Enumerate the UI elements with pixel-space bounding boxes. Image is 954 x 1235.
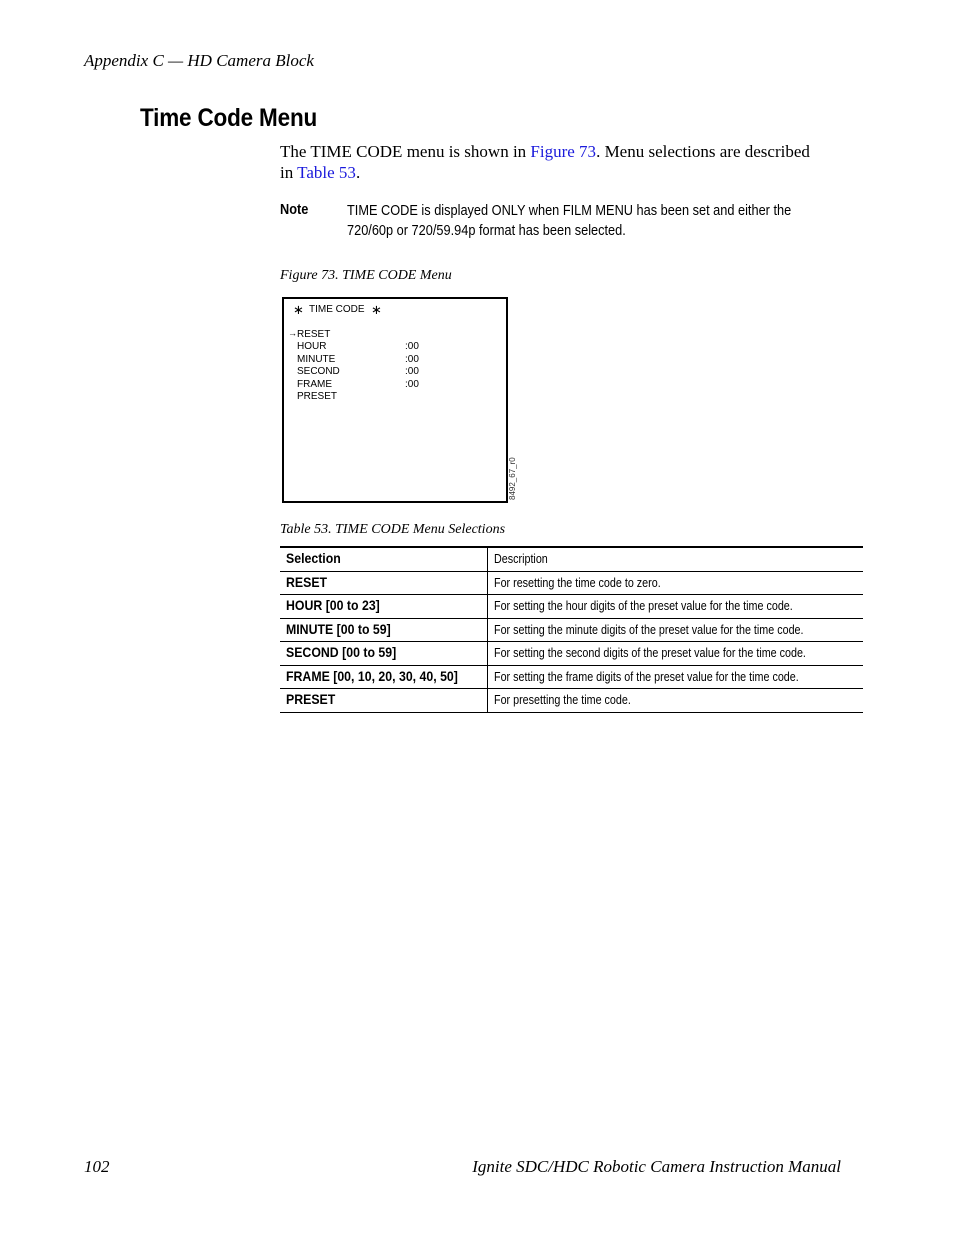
menu-item-second: SECOND bbox=[297, 366, 340, 377]
menu-item-frame: FRAME bbox=[297, 379, 332, 390]
time-code-menu-figure bbox=[282, 297, 508, 503]
selection-cell bbox=[280, 665, 488, 689]
header-description-label: Description bbox=[494, 552, 549, 567]
menu-value-minute: :00 bbox=[405, 354, 419, 365]
table-header-row bbox=[280, 547, 863, 571]
description-cell bbox=[488, 618, 863, 642]
cursor-arrow-icon: → bbox=[288, 328, 297, 338]
header-selection-label: Selection bbox=[286, 550, 341, 567]
description-cell bbox=[488, 665, 863, 689]
selection-text: MINUTE [00 to 59] bbox=[286, 620, 391, 637]
description-text: For setting the hour digits of the preset value for the time code. bbox=[494, 599, 794, 614]
table-row bbox=[280, 665, 863, 689]
table-row bbox=[280, 689, 863, 713]
selection-text: RESET bbox=[286, 573, 328, 590]
figure-caption: Figure 73. TIME CODE Menu bbox=[280, 268, 452, 283]
star-icon: ∗ bbox=[293, 302, 304, 317]
table-caption: Table 53. TIME CODE Menu Selections bbox=[280, 522, 506, 537]
menu-value-frame: :00 bbox=[405, 379, 419, 390]
selection-cell bbox=[280, 618, 488, 642]
selection-text: SECOND [00 to 59] bbox=[286, 644, 397, 661]
running-head: Appendix C — HD Camera Block bbox=[84, 51, 314, 70]
menu-item-preset: PRESET bbox=[297, 391, 338, 402]
header-description bbox=[488, 547, 863, 571]
description-text: For setting the frame digits of the preset value for the time code. bbox=[494, 669, 800, 684]
selection-text: FRAME [00, 10, 20, 30, 40, 50] bbox=[286, 667, 458, 684]
note-text: TIME CODE is displayed ONLY when FILM MENU has been set and either the 720/60p or 720/59.94p format has been selected. bbox=[347, 203, 792, 239]
menu-item-hour: HOUR bbox=[297, 341, 327, 352]
description-text: For setting the second digits of the preset value for the time code. bbox=[494, 646, 807, 661]
intro-text-3: . bbox=[355, 163, 361, 182]
selection-cell bbox=[280, 571, 488, 595]
menu-item-reset: RESET bbox=[297, 329, 331, 340]
menu-value-hour: :00 bbox=[405, 341, 419, 352]
figure-73-link[interactable]: Figure 73 bbox=[530, 142, 597, 161]
table-row bbox=[280, 618, 863, 642]
menu-title: TIME CODE bbox=[309, 304, 365, 315]
table-row bbox=[280, 595, 863, 619]
selection-text: PRESET bbox=[286, 691, 336, 708]
menu-value-second: :00 bbox=[405, 366, 419, 377]
selection-cell bbox=[280, 595, 488, 619]
star-icon: ∗ bbox=[371, 302, 382, 317]
note-label: Note bbox=[280, 202, 309, 218]
header-selection bbox=[280, 547, 488, 571]
description-cell bbox=[488, 642, 863, 666]
description-cell bbox=[488, 595, 863, 619]
intro-text-1: The TIME CODE menu is shown in bbox=[280, 142, 531, 161]
selection-cell bbox=[280, 689, 488, 713]
table-row bbox=[280, 571, 863, 595]
description-text: For setting the minute digits of the preset value for the time code. bbox=[494, 622, 804, 637]
section-title: Time Code Menu bbox=[140, 104, 318, 132]
menu-item-minute: MINUTE bbox=[297, 354, 336, 365]
manual-title: Ignite SDC/HDC Robotic Camera Instruction Manual bbox=[472, 1157, 841, 1176]
table-row bbox=[280, 642, 863, 666]
table-53-link[interactable]: Table 53 bbox=[297, 163, 356, 182]
selection-text: HOUR [00 to 23] bbox=[286, 597, 380, 614]
selections-table bbox=[280, 546, 863, 713]
description-cell bbox=[488, 571, 863, 595]
page-number: 102 bbox=[84, 1157, 110, 1176]
intro-text-2: . Menu selections are described in bbox=[280, 142, 810, 182]
selection-cell bbox=[280, 642, 488, 666]
figure-id: 8492_67_r0 bbox=[508, 457, 517, 500]
description-cell bbox=[488, 689, 863, 713]
description-text: For resetting the time code to zero. bbox=[494, 575, 662, 590]
description-text: For presetting the time code. bbox=[494, 693, 632, 708]
intro-paragraph bbox=[280, 141, 820, 183]
